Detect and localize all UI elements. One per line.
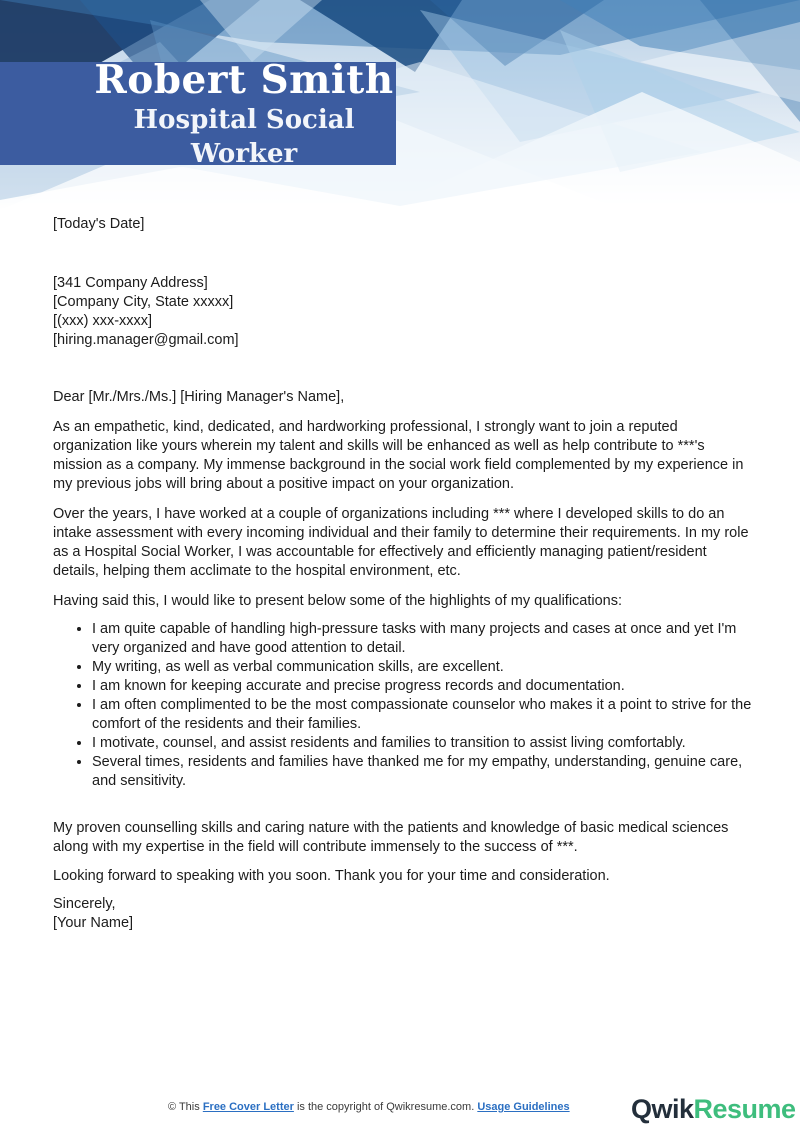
address-line: [(xxx) xxx-xxxx] xyxy=(53,313,153,329)
letter-body xyxy=(53,215,755,933)
list-item: • Several times, residents and families have thanked me for my empathy, understanding, genuine care, and sensitivity. xyxy=(92,753,755,791)
logo-text-qwik: Qwik xyxy=(631,1094,694,1124)
salutation: Dear [Mr./Mrs./Ms.] [Hiring Manager's Name], xyxy=(53,389,345,405)
name-title-box xyxy=(0,56,396,169)
page-footer xyxy=(0,1094,800,1131)
address-line: [hiring.manager@gmail.com] xyxy=(53,332,239,348)
address-line: [341 Company Address] xyxy=(53,275,208,291)
usage-guidelines-link[interactable]: Usage Guidelines xyxy=(477,1101,570,1113)
paragraph-closing-skills: My proven counselling skills and caring nature with the patients and knowledge of basic medical sciences along with my expertise in the field will contribute immensely to the success of ***. xyxy=(53,820,729,855)
list-item: • I am quite capable of handling high-pressure tasks with many projects and cases at once and yet I'm very organized and have good attention to detail. xyxy=(92,620,755,658)
list-item: • I motivate, counsel, and assist residents and families to transition to assist living comfortably. xyxy=(92,734,755,753)
paragraph-intro: As an empathetic, kind, dedicated, and hardworking professional, I strongly want to join a reputed organization like yours wherein my talent and skills will be enhanced as well as help contribute to ***'s mission as a company. My immense background in the social work field complemented by my experience in my previous jobs will bring about a positive impact on your organization. xyxy=(53,419,744,492)
free-cover-letter-link[interactable]: Free Cover Letter xyxy=(202,1101,294,1113)
qualifications-list xyxy=(53,620,755,791)
list-item: • I am often complimented to be the most compassionate counselor who makes it a point to strive for the comfort of the residents and their families. xyxy=(92,696,755,734)
logo-text-resume: Resume xyxy=(693,1094,796,1124)
signature-placeholder: [Your Name] xyxy=(53,915,134,931)
list-item: • My writing, as well as verbal communication skills, are excellent. xyxy=(92,658,755,677)
date-placeholder: [Today's Date] xyxy=(53,216,145,232)
paragraph-experience: Over the years, I have worked at a couple of organizations including *** where I developed skills to do an intake assessment with every incoming individual and their family to determine their requirements. In my role as a Hospital Social Worker, I was accountable for effectively and efficiently managing patient/resident details, helping them acclimate to the hospital environment, etc. xyxy=(53,506,749,579)
paragraph-closing-thanks: Looking forward to speaking with you soon. Thank you for your time and consideration. xyxy=(53,868,610,884)
list-item: • I am known for keeping accurate and precise progress records and documentation. xyxy=(92,677,755,696)
person-job-title: Hospital Social Worker xyxy=(133,104,355,169)
qwikresume-logo[interactable] xyxy=(631,1094,796,1125)
person-name: Robert Smith xyxy=(94,56,394,103)
copyright-text: is the copyright of Qwikresume.com. xyxy=(293,1101,478,1113)
copyright-text: © This xyxy=(168,1101,203,1113)
signoff: Sincerely, xyxy=(53,896,116,912)
copyright-line xyxy=(168,1101,570,1113)
address-line: [Company City, State xxxxx] xyxy=(53,294,234,310)
header-banner xyxy=(0,0,800,210)
paragraph-highlights-intro: Having said this, I would like to present below some of the highlights of my qualifications: xyxy=(53,593,623,609)
recipient-address-block xyxy=(53,274,755,350)
signoff-block xyxy=(53,895,755,933)
